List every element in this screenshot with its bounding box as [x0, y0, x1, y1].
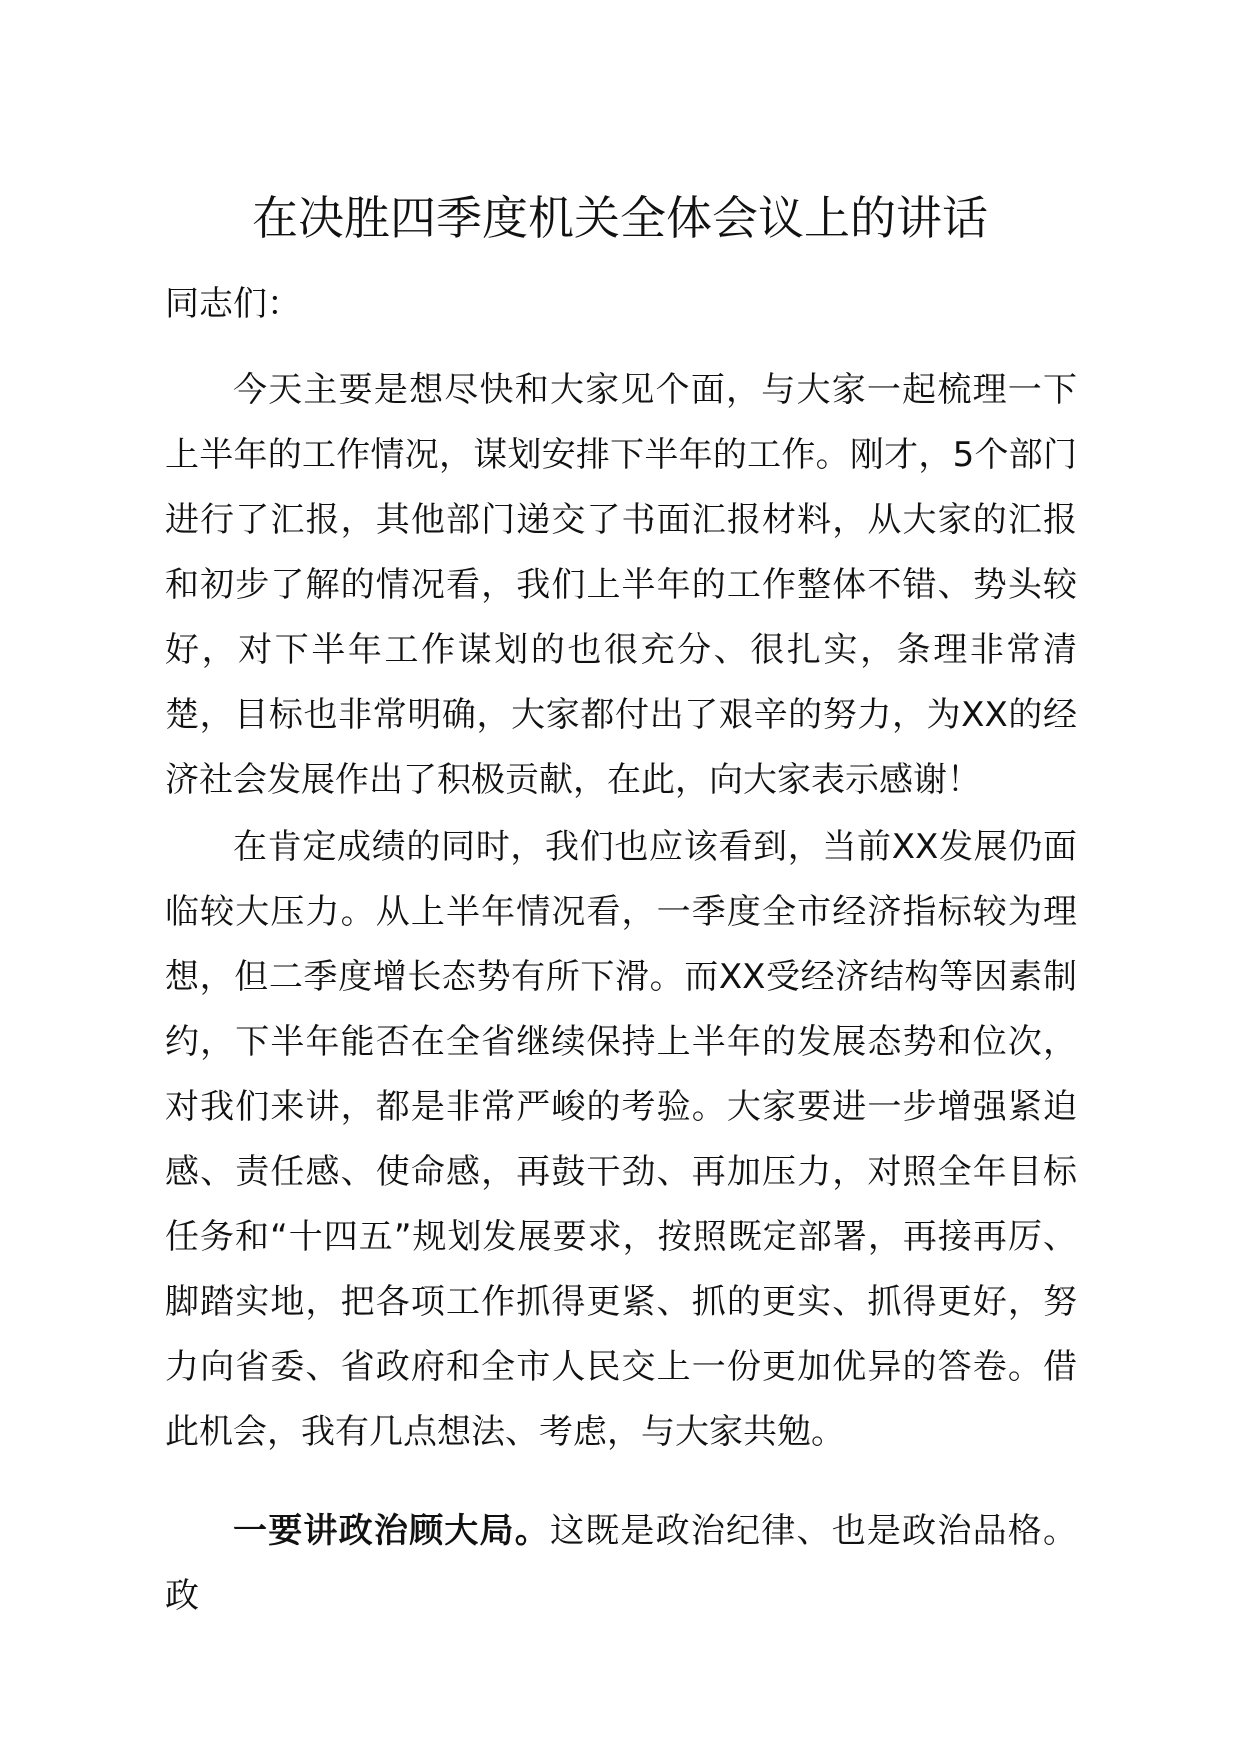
paragraph-1: 今天主要是想尽快和大家见个面，与大家一起梳理一下上半年的工作情况，谋划安排下半年的工作。刚才，5个部门进行了汇报，其他部门递交了书面汇报材料，从大家的汇报和初步了解的情况看，我们上半年的工作整体不错、势头较好，对下半年工作谋划的也很充分、很扎实，条理非常清楚，目标也非常明确，大家都付出了艰辛的努力，为XX的经济社会发展作出了积极贡献，在此，向大家表示感谢！	[165, 370, 1077, 800]
paragraph-2: 在肯定成绩的同时，我们也应该看到，当前XX发展仍面临较大压力。从上半年情况看，一季度全市经济指标较为理想，但二季度增长态势有所下滑。而XX受经济结构等因素制约，下半年能否在全省继续保持上半年的发展态势和位次，对我们来讲，都是非常严峻的考验。大家要进一步增强紧迫感、责任感、使命感，再鼓干劲、再加压力，对照全年目标任务和“十四五”规划发展要求，按照既定部署，再接再厉、脚踏实地，把各项工作抓得更紧、抓的更实、抓得更好，努力向省委、省政府和全市人民交上一份更加优异的答卷。借此机会，我有几点想法、考虑，与大家共勉。	[165, 827, 1077, 1452]
salutation: 同志们：	[165, 284, 301, 324]
paragraph-3-text: 这既是政治纪律、也是政治品格。政	[165, 1511, 1078, 1616]
paragraph-3	[165, 1499, 1077, 1629]
paragraph-3-lead: 一要讲政治顾大局。	[233, 1511, 550, 1551]
document-title: 在决胜四季度机关全体会议上的讲话	[252, 191, 988, 245]
